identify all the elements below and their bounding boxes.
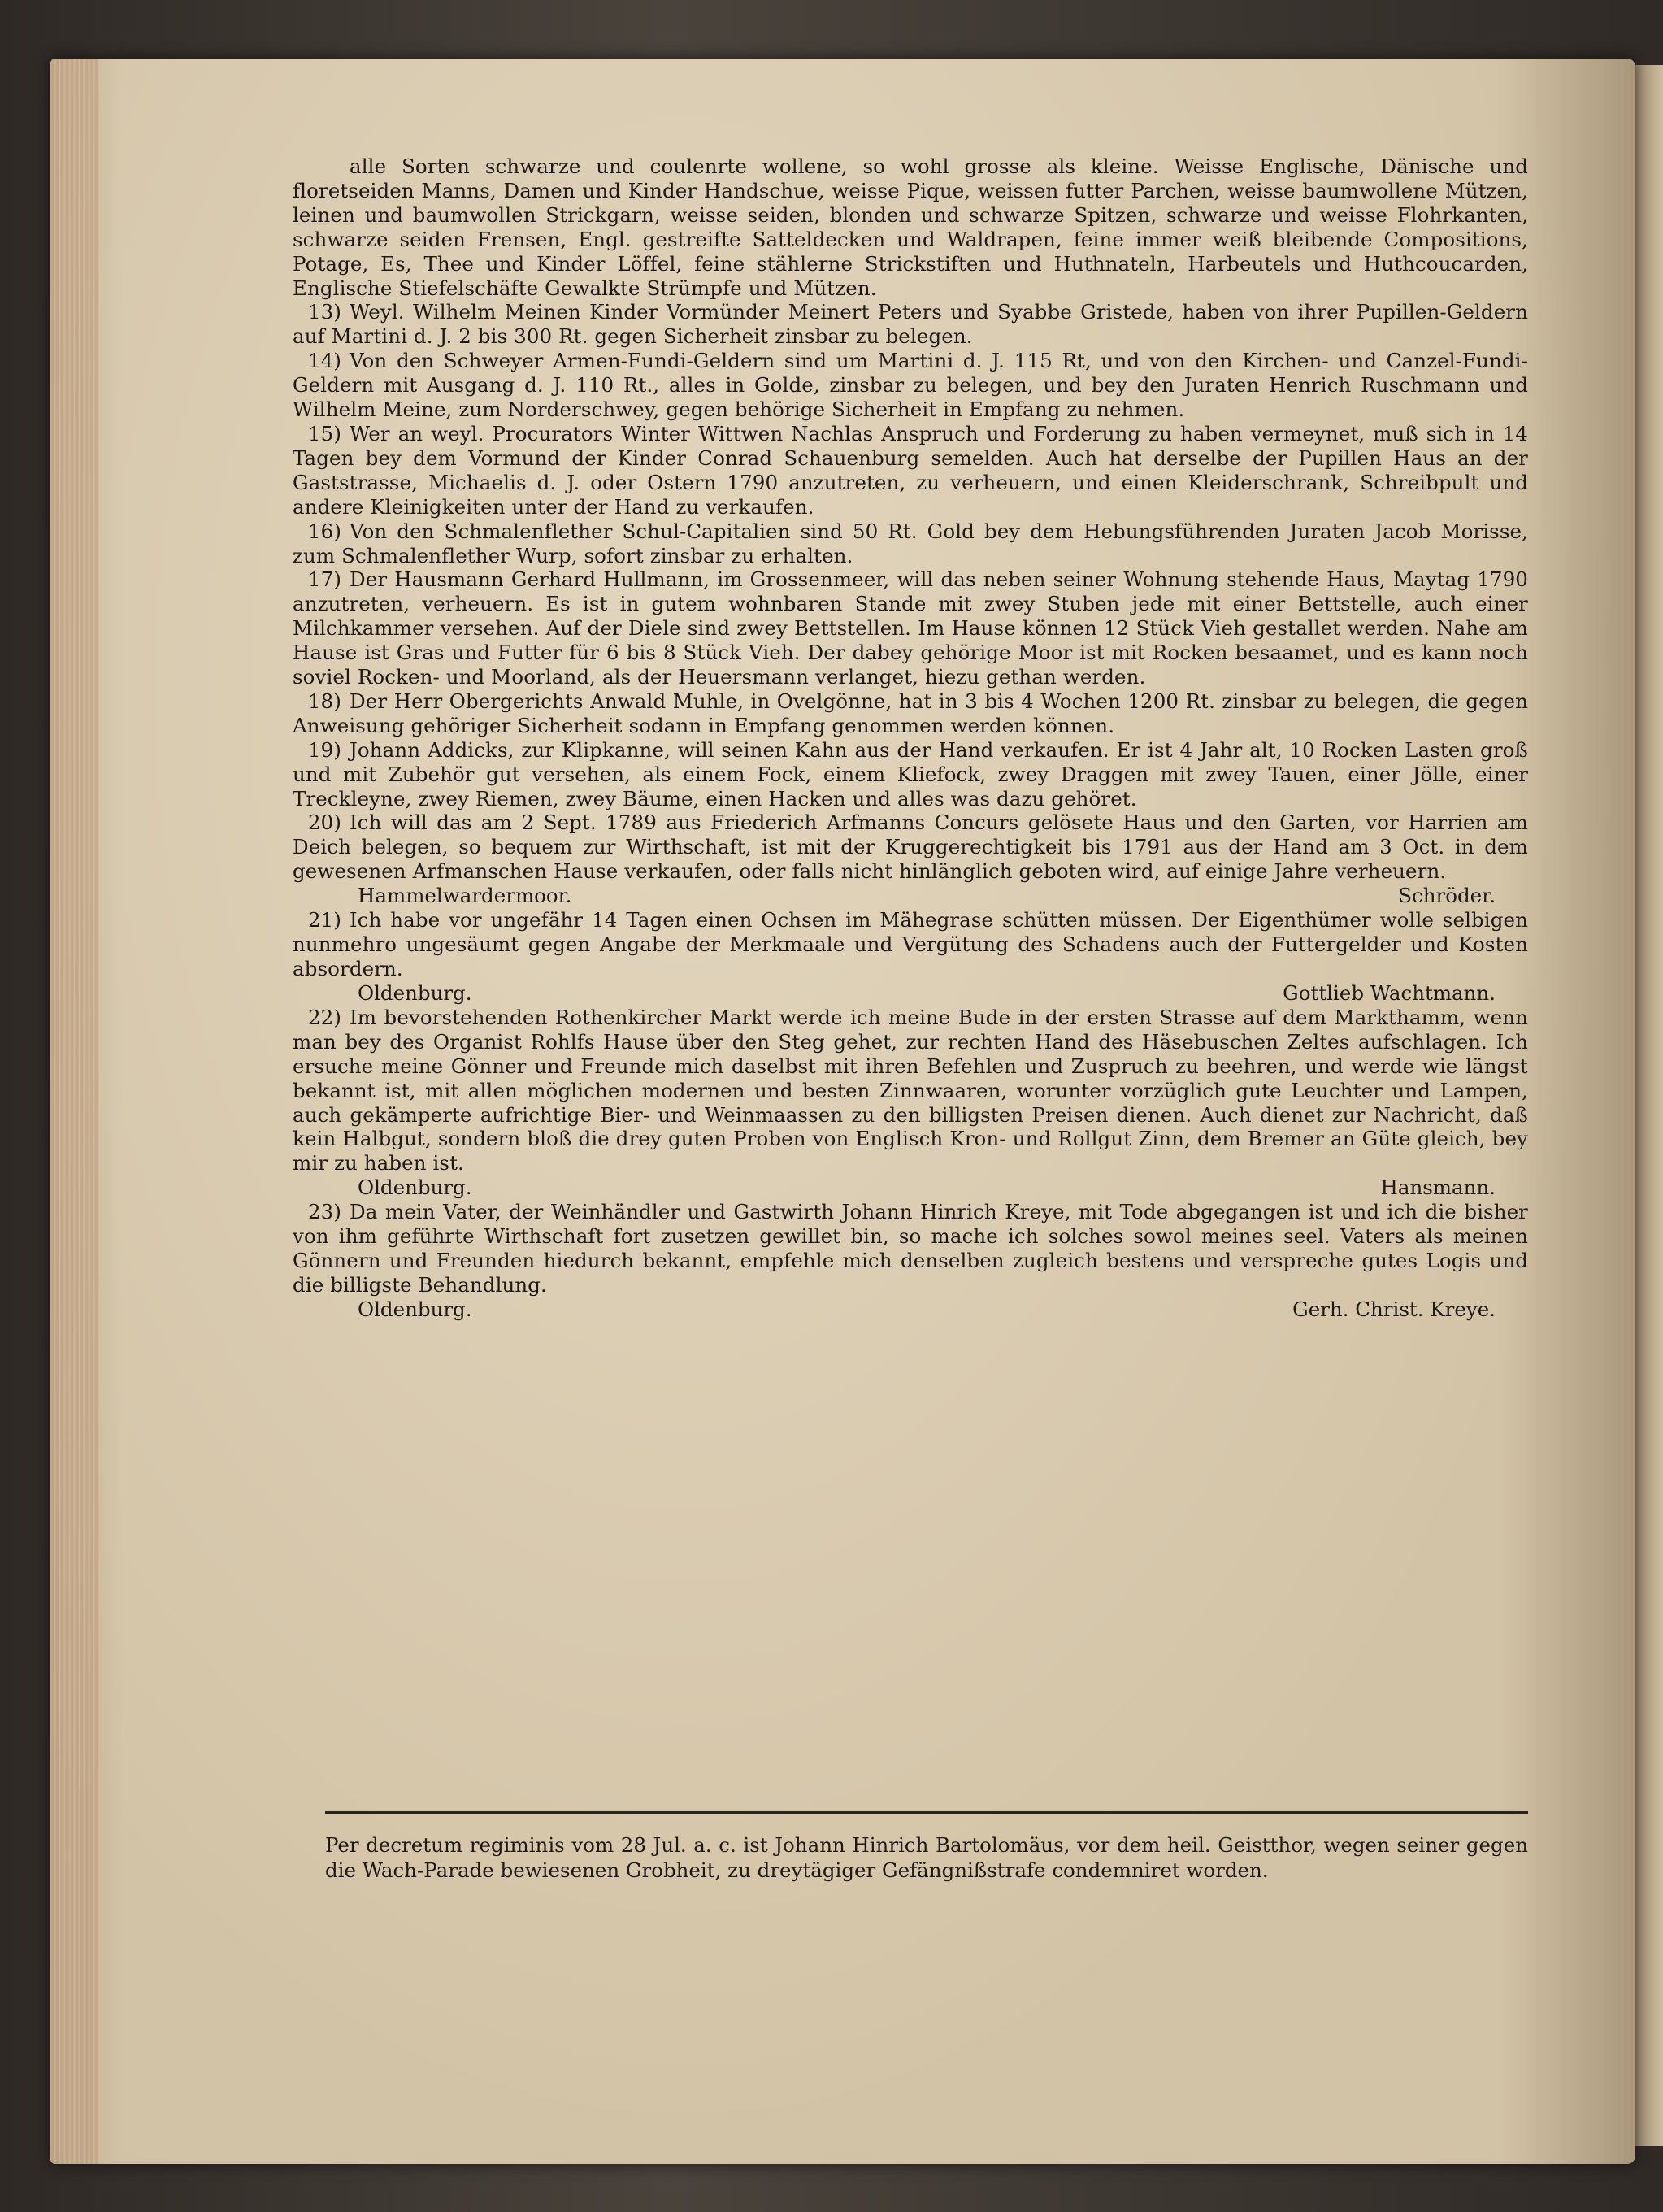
- signature-place: Hammelwardermoor.: [358, 884, 572, 908]
- entry-text: Ich habe vor ungefähr 14 Tagen einen Ochsen im Mähegrase schütten müssen. Der Eigenthümer wolle selbigen nunmehro ungesäumt gegen Angabe der Merkmaale und Vergütung des Schadens auch der Futtergelder und Kosten absordern.: [293, 908, 1528, 980]
- entry-15: [293, 421, 1528, 519]
- entry-number: 21): [307, 908, 341, 932]
- entry-text: Der Hausmann Gerhard Hullmann, im Grossenmeer, will das neben seiner Wohnung stehende Haus, Maytag 1790 anzutreten, verheuern. Es ist in gutem wohnbaren Stande mit zwey Stuben jede mit einer Bettstelle, auch einer Milchkammer versehen. Auf der Diele sind zwey Bettstellen. Im Hause können 12 Stück Vieh gestallet werden. Nahe am Hause ist Gras und Futter für 6 bis 8 Stück Vieh. Der dabey gehörige Moor ist mit Rocken besaamet, und es kann noch soviel Rocken- und Moorland, als der Heuersmann verlanget, hiezu gethan werden.: [293, 567, 1528, 689]
- entry-text: Von den Schmalenflether Schul-Capitalien sind 50 Rt. Gold bey dem Hebungsführenden Juraten Jacob Morisse, zum Schmalenflether Wurp, sofort zinsbar zu erhalten.: [293, 519, 1528, 567]
- entry-text: Der Herr Obergerichts Anwald Muhle, in Ovelgönne, hat in 3 bis 4 Wochen 1200 Rt. zinsbar zu belegen, die gegen Anweisung gehöriger Sicherheit sodann in Empfang genommen werden können.: [293, 689, 1528, 737]
- entry-text: alle Sorten schwarze und coulenrte wollene, so wohl grosse als kleine. Weisse Englische, Dänische und floretseiden Manns, Damen und Kinder Handschue, weisse Pique, weissen futter Parchen, weisse baumwollene Mützen, leinen und baumwollen Strickgarn, weisse seiden, blonden und schwarze Spitzen, schwarze und weisse Flohrkanten, schwarze seiden Frensen, Engl. gestreifte Satteldecken und Waldrapen, feine immer weiß bleibende Compositions, Potage, Es, Thee und Kinder Löffel, feine stählerne Strickstiften und Huthnateln, Harbeutels und Huthcoucarden, Englische Stiefelschäfte Gewalkte Strümpfe und Mützen.: [293, 154, 1528, 300]
- entry-21: [293, 908, 1528, 981]
- entry-22: [293, 1005, 1528, 1176]
- entry-number: 20): [307, 810, 341, 835]
- signature-line: [293, 1297, 1528, 1322]
- entry-text: Von den Schweyer Armen-Fundi-Geldern sind um Martini d. J. 115 Rt, und von den Kirchen- und Canzel-Fundi-Geldern mit Ausgang d. J. 110 Rt., alles in Golde, zinsbar zu belegen, und bey den Juraten Henrich Ruschmann und Wilhelm Meine, zum Norderschwey, gegen behörige Sicherheit in Empfang zu nehmen.: [293, 349, 1528, 422]
- entry-number: 13): [307, 300, 341, 324]
- signature-line: [293, 981, 1528, 1006]
- signature-name: Gottlieb Wachtmann.: [1283, 980, 1496, 1005]
- entry-text: Ich will das am 2 Sept. 1789 aus Friederich Arfmanns Concurs gelösete Haus und den Garten, vor Harrien am Deich belegen, so bequem zur Wirthschaft, ist mit der Kruggerechtigkeit bis 1791 aus der Hand am 3 Oct. in dem gewesenen Arfmanschen Hause verkaufen, oder falls nicht hinlänglich geboten wird, auf einige Jahre verheuern.: [293, 810, 1528, 884]
- entry-20: [293, 810, 1528, 884]
- entry-number: 16): [307, 519, 341, 543]
- entry-14: [293, 349, 1528, 422]
- entry-number: 17): [307, 567, 341, 592]
- entry-text: Im bevorstehenden Rothenkircher Markt werde ich meine Bude in der ersten Strasse auf dem Markthamm, wenn man bey des Organist Rohlfs Hause über den Steg gehet, zur rechten Hand des Häsebuschen Zeltes aufschlagen. Ich ersuche meine Gönner und Freunde mich daselbst mit ihren Befehlen und Zuspruch zu beehren, und werde wie längst bekannt ist, mit allen möglichen modernen und besten Zinnwaaren, worunter vorzüglich gute Leuchter und Lampen, auch gekämperte aufrichtige Bier- und Weinmaassen zu den billigsten Preisen dienen. Auch dienet zur Nachricht, daß kein Halbgut, sondern bloß die drey guten Proben von Englisch Kron- und Rollgut Zinn, dem Bremer an Güte gleich, bey mir zu haben ist.: [293, 1005, 1528, 1176]
- signature-place: Oldenburg.: [358, 980, 472, 1005]
- document-body: [293, 154, 1528, 1322]
- entry-17: [293, 567, 1528, 689]
- entry-number: 14): [307, 349, 341, 373]
- signature-line: [293, 1176, 1528, 1200]
- entry-18: [293, 689, 1528, 738]
- entry-continued: [293, 154, 1528, 300]
- entry-text: Wer an weyl. Procurators Winter Wittwen Nachlas Anspruch und Forderung zu haben vermeynet, muß sich in 14 Tagen bey dem Vormund der Kinder Conrad Schauenburg semelden. Auch hat derselbe der Pupillen Haus an der Gaststrasse, Michaelis d. J. oder Ostern 1790 anzutreten, zu verheuern, und einen Kleiderschrank, Schreibpult und andere Kleinigkeiten unter der Hand zu verkaufen.: [293, 421, 1528, 519]
- signature-name: Hansmann.: [1380, 1176, 1496, 1200]
- entry-number: 18): [307, 689, 341, 713]
- entry-number: 19): [307, 737, 341, 762]
- footer-notice: Per decretum regiminis vom 28 Jul. a. c. ist Johann Hinrich Bartolomäus, vor dem heil. Geistthor, wegen seiner gegen die Wach-Parade bewiesenen Grobheit, zu dreytägiger Gefängnißstrafe condemniret worden.: [325, 1833, 1528, 1882]
- signature-line: [293, 884, 1528, 908]
- entry-number: 22): [307, 1005, 341, 1029]
- entry-text: Johann Addicks, zur Klipkanne, will seinen Kahn aus der Hand verkaufen. Er ist 4 Jahr alt, 10 Rocken Lasten groß und mit Zubehör gut versehen, als einem Fock, einem Kliefock, zwey Draggen mit zwey Tauen, einer Jölle, einer Treckleyne, zwey Riemen, zwey Bäume, einen Hacken und alles was dazu gehöret.: [293, 737, 1528, 810]
- entry-text: Weyl. Wilhelm Meinen Kinder Vormünder Meinert Peters und Syabbe Gristede, haben von ihrer Pupillen-Geldern auf Martini d. J. 2 bis 300 Rt. gegen Sicherheit zinsbar zu belegen.: [293, 300, 1528, 349]
- signature-name: Gerh. Christ. Kreye.: [1292, 1297, 1496, 1321]
- entry-16: [293, 519, 1528, 568]
- entry-23: [293, 1200, 1528, 1297]
- entry-number: 23): [307, 1200, 341, 1224]
- signature-place: Oldenburg.: [358, 1297, 472, 1321]
- entry-19: [293, 737, 1528, 811]
- entry-13: [293, 300, 1528, 349]
- signature-name: Schröder.: [1398, 884, 1496, 908]
- section-divider: [325, 1811, 1528, 1814]
- entry-number: 15): [307, 421, 341, 445]
- signature-place: Oldenburg.: [358, 1176, 472, 1200]
- page-stack-edge: [50, 59, 99, 2164]
- entry-text: Da mein Vater, der Weinhändler und Gastwirth Johann Hinrich Kreye, mit Tode abgegangen ist und ich die bisher von ihm geführte Wirthschaft fort zusetzen gewillet bin, so mache ich solches sowol meines seel. Vaters als meinen Gönnern und Freunden hiedurch bekannt, empfehle mich denselben zugleich bestens und verspreche gutes Logis und die billigste Behandlung.: [293, 1200, 1528, 1297]
